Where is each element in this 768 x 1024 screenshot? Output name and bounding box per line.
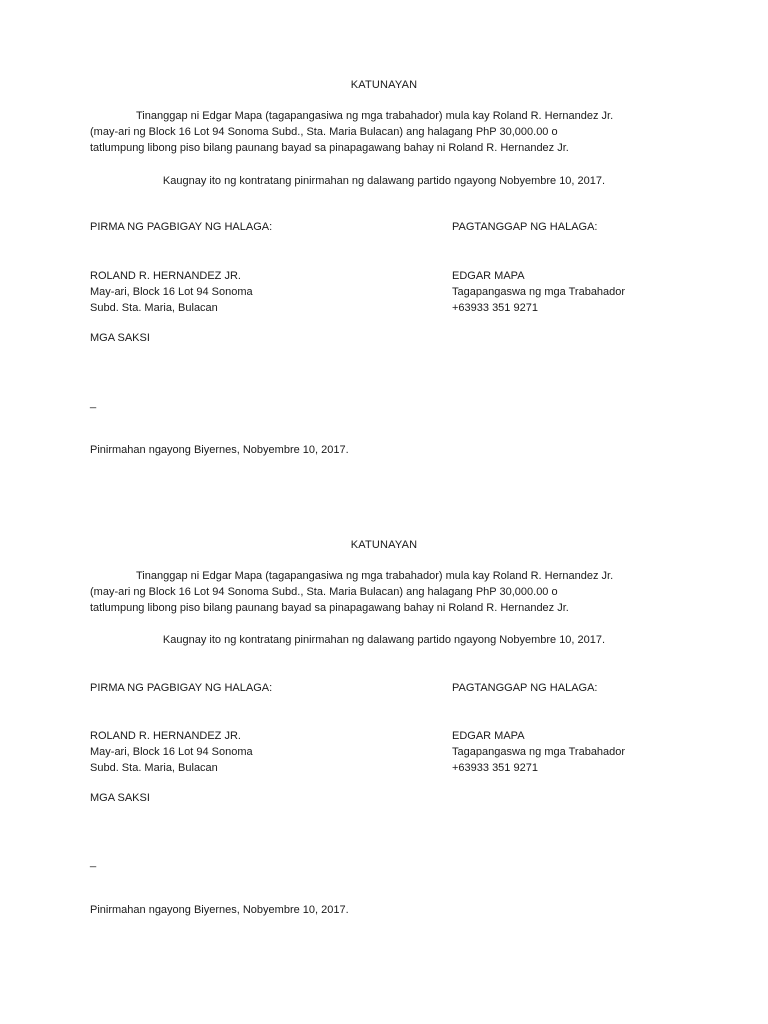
receiver-heading: PAGTANGGAP NG HALAGA:	[452, 682, 598, 694]
receiver-heading: PAGTANGGAP NG HALAGA:	[452, 221, 598, 233]
giver-name: ROLAND R. HERNANDEZ JR.	[90, 270, 241, 282]
signed-date: Pinirmahan ngayong Biyernes, Nobyembre 10, 2017.	[90, 444, 349, 456]
receiver-block	[452, 268, 625, 316]
paragraph-line: Tinanggap ni Edgar Mapa (tagapangasiwa ng mga trabahador) mula kay Roland R. Hernandez Jr.	[136, 570, 614, 582]
receipt-title: KATUNAYAN	[350, 539, 418, 551]
receiver-name: EDGAR MAPA	[452, 730, 525, 742]
giver-line2: May-ari, Block 16 Lot 94 Sonoma	[90, 286, 253, 298]
witness-heading: MGA SAKSI	[90, 332, 150, 344]
giver-block	[90, 268, 253, 316]
receipt-paragraph	[90, 108, 685, 156]
receiver-block	[452, 728, 625, 776]
paragraph-line: (may-ari ng Block 16 Lot 94 Sonoma Subd., Sta. Maria Bulacan) ang halagang PhP 30,000.00 o	[90, 126, 558, 138]
giver-line3: Subd. Sta. Maria, Bulacan	[90, 302, 218, 314]
agreement-statement: Kaugnay ito ng kontratang pinirmahan ng dalawang partido ngayong Nobyembre 10, 2017.	[162, 175, 606, 187]
receiver-line3: +63933 351 9271	[452, 302, 538, 314]
paragraph-line: tatlumpung libong piso bilang paunang bayad sa pinapagawang bahay ni Roland R. Hernandez Jr.	[90, 142, 569, 154]
agreement-statement: Kaugnay ito ng kontratang pinirmahan ng dalawang partido ngayong Nobyembre 10, 2017.	[162, 634, 606, 646]
receiver-line3: +63933 351 9271	[452, 762, 538, 774]
witness-heading: MGA SAKSI	[90, 792, 150, 804]
witness-signature-line: _	[90, 397, 97, 409]
giver-name: ROLAND R. HERNANDEZ JR.	[90, 730, 241, 742]
witness-signature-line: _	[90, 856, 97, 868]
giver-heading: PIRMA NG PAGBIGAY NG HALAGA:	[90, 221, 273, 233]
paragraph-line: Tinanggap ni Edgar Mapa (tagapangasiwa ng mga trabahador) mula kay Roland R. Hernandez Jr.	[136, 110, 614, 122]
receipt-paragraph	[90, 568, 685, 616]
giver-line3: Subd. Sta. Maria, Bulacan	[90, 762, 218, 774]
receipt-2	[0, 539, 768, 999]
receipt-title: KATUNAYAN	[350, 79, 418, 91]
paragraph-line: tatlumpung libong piso bilang paunang bayad sa pinapagawang bahay ni Roland R. Hernandez Jr.	[90, 602, 569, 614]
receiver-line2: Tagapangaswa ng mga Trabahador	[452, 746, 626, 758]
giver-heading: PIRMA NG PAGBIGAY NG HALAGA:	[90, 682, 273, 694]
receiver-name: EDGAR MAPA	[452, 270, 525, 282]
receipt-1	[0, 79, 768, 539]
signed-date: Pinirmahan ngayong Biyernes, Nobyembre 10, 2017.	[90, 904, 349, 916]
giver-line2: May-ari, Block 16 Lot 94 Sonoma	[90, 746, 253, 758]
paragraph-line: (may-ari ng Block 16 Lot 94 Sonoma Subd., Sta. Maria Bulacan) ang halagang PhP 30,000.00 o	[90, 586, 558, 598]
receiver-line2: Tagapangaswa ng mga Trabahador	[452, 286, 626, 298]
giver-block	[90, 728, 253, 776]
